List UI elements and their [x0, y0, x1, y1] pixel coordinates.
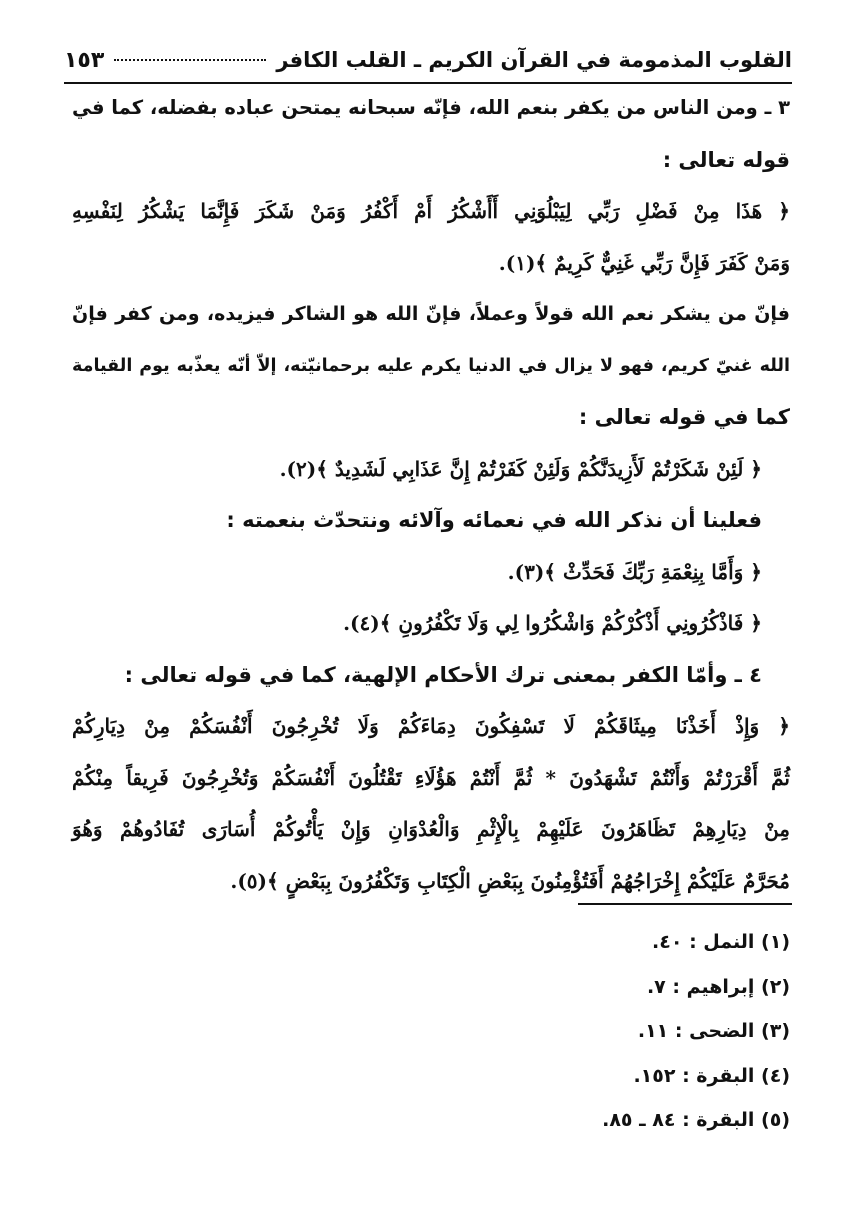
running-header — [64, 38, 792, 84]
body-text-line: فعلينا أن نذكر الله في نعمائه وآلائه ونتحدّث بنعمته : — [226, 508, 762, 532]
quran-verse-line: ﴿ وَإِذْ أَخَذْنَا مِيثَاقَكُمْ لَا تَسْفِكُونَ دِمَاءَكُمْ وَلَا تُخْرِجُونَ أَنْفُسَكُمْ مِنْ دِيَارِكُمْ — [72, 714, 790, 738]
footnote-separator — [578, 903, 792, 905]
quran-verse-line: ثُمَّ أَقْرَرْتُمْ وَأَنْتُمْ تَشْهَدُونَ * ثُمَّ أَنْتُمْ هَؤُلَاءِ تَقْتُلُونَ أَنْفُسَكُمْ وَتُخْرِجُونَ فَرِيقاً مِنْكُمْ — [72, 765, 790, 790]
quran-verse-line: ﴿ وَأَمَّا بِنِعْمَةِ رَبِّكَ فَحَدِّثْ ﴾(٣). — [507, 559, 762, 584]
body-text-line: كما في قوله تعالى : — [578, 405, 790, 429]
body-text-line: قوله تعالى : — [662, 147, 790, 172]
quran-verse-line: مُحَرَّمٌ عَلَيْكُمْ إِخْرَاجُهُمْ أَفَتُؤْمِنُونَ بِبَعْضِ الْكِتَابِ وَتَكْفُرُونَ بِبَعْضٍ ﴾(٥). — [230, 868, 790, 893]
quran-verse-line: مِنْ دِيَارِهِمْ تَظَاهَرُونَ عَلَيْهِمْ بِالْإِثْمِ وَالْعُدْوَانِ وَإِنْ يَأْتُوكُمْ أُسَارَى تُفَادُوهُمْ وَهُوَ — [72, 817, 790, 841]
quran-verse-line: وَمَنْ كَفَرَ فَإِنَّ رَبِّي غَنِيٌّ كَرِيمٌ ﴾(١). — [498, 250, 790, 275]
quran-verse-line: ﴿ فَاذْكُرُونِي أَذْكُرْكُمْ وَاشْكُرُوا لِي وَلَا تَكْفُرُونِ ﴾(٤). — [343, 611, 762, 635]
body-text-line: فإنّ من يشكر نعم الله قولاً وعملاً، فإنّ الله هو الشاكر فيزيده، ومن كفر فإنّ — [72, 303, 790, 325]
body-text-line: ٤ ـ وأمّا الكفر بمعنى ترك الأحكام الإلهية، كما في قوله تعالى : — [124, 662, 762, 687]
footnote: (٢) إبراهيم : ٧. — [646, 975, 790, 998]
page-number: ١٥٣ — [64, 47, 105, 73]
footnote: (٥) البقرة : ٨٤ ـ ٨٥. — [602, 1109, 790, 1131]
body-text-line: ٣ ـ ومن الناس من يكفر بنعم الله، فإنّه سبحانه يمتحن عباده بفضله، كما في — [72, 96, 790, 119]
footnote: (١) النمل : ٤٠. — [652, 931, 790, 953]
quran-verse-line: ﴿ لَئِنْ شَكَرْتُمْ لَأَزِيدَنَّكُمْ وَلَئِنْ كَفَرْتُمْ إِنَّ عَذَابِي لَشَدِيدٌ ﴾(٢). — [279, 456, 762, 481]
body-text-line: الله غنيّ كريم، فهو لا يزال في الدنيا يكرم عليه برحمانيّته، إلاّ أنّه يعذّبه يوم القيامة — [72, 355, 790, 376]
footnote: (٤) البقرة : ١٥٢. — [633, 1064, 790, 1087]
header-title: القلوب المذمومة في القرآن الكريم ـ القلب الكافر — [276, 48, 792, 72]
header-leader-dots — [114, 59, 266, 61]
footnote: (٣) الضحى : ١١. — [637, 1020, 790, 1042]
quran-verse-line: ﴿ هَذَا مِنْ فَضْلِ رَبِّي لِيَبْلُوَنِي أَأَشْكُرُ أَمْ أَكْفُرُ وَمَنْ شَكَرَ فَإِنَّمَا يَشْكُرُ لِنَفْسِهِ — [72, 199, 790, 223]
